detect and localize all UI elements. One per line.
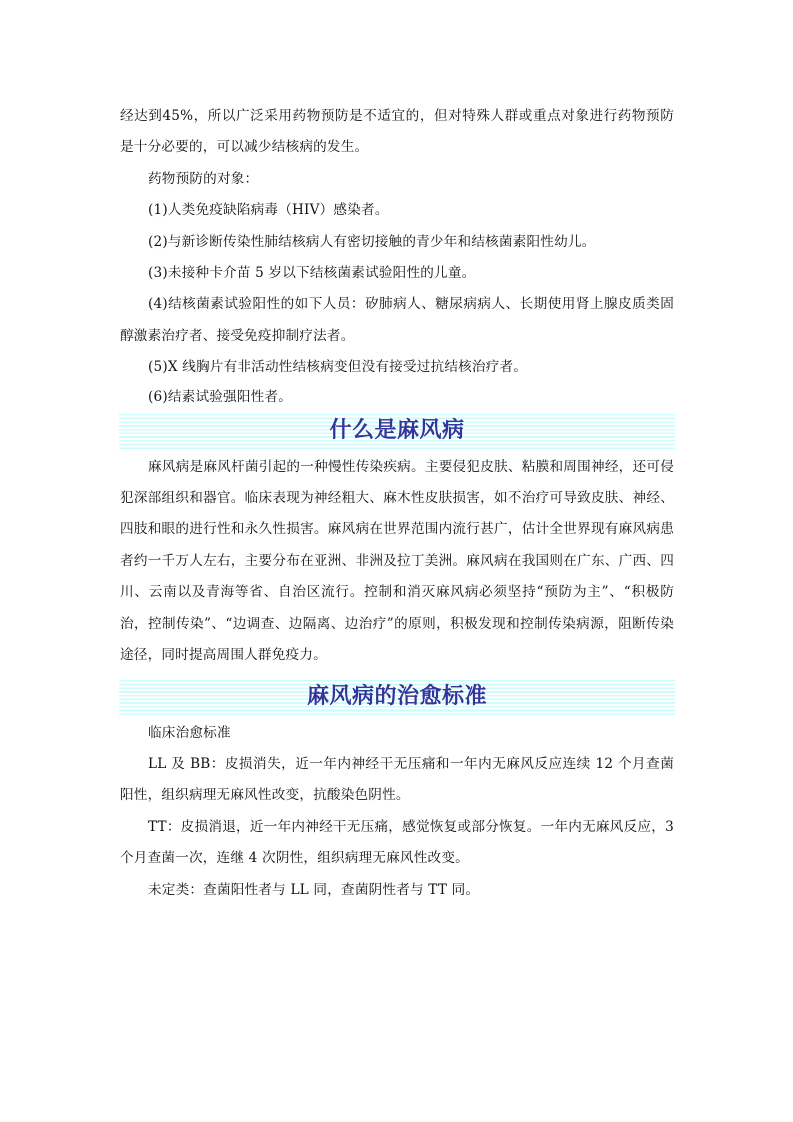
- list-item: (5)X 线胸片有非活动性结核病变但没有接受过抗结核治疗者。: [148, 359, 528, 376]
- section-body-cure-criteria: [120, 718, 674, 906]
- list-item: (4)结核菌素试验阳性的如下人员：矽肺病人、糖尿病病人、长期使用肾上腺皮质类固醇激素治疗者、接受免疫抑制疗法者。: [120, 296, 674, 344]
- list-item: (6)结素试验强阳性者。: [148, 388, 292, 405]
- body-paragraph: TT：皮损消退，近一年内神经干无压痛，感觉恢复或部分恢复。一年内无麻风反应，3 个月查菌一次，连继 4 次阴性，组织病理无麻风性改变。: [120, 818, 674, 867]
- body-paragraph: 未定类：查菌阳性者与 LL 同，查菌阴性者与 TT 同。: [148, 881, 480, 898]
- section-header-leprosy: [119, 412, 675, 450]
- body-paragraph: LL 及 BB：皮损消失，近一年内神经干无压痛和一年内无麻风反应连续 12 个月查菌阳性，组织病理无麻风性改变，抗酸染色阴性。: [120, 755, 674, 804]
- prevention-list: [120, 195, 674, 409]
- section-title: 麻风病的治愈标准: [306, 683, 487, 709]
- section-header-cure-criteria: [119, 678, 675, 716]
- intro-paragraph: 经达到45%，所以广泛采用药物预防是不适宜的，但对特殊人群或重点对象进行药物预防是十分必要的，可以减少结核病的发生。: [120, 108, 674, 156]
- prevention-heading: 药物预防的对象：: [148, 170, 259, 187]
- document-page: [120, 101, 674, 906]
- section-title: 什么是麻风病: [329, 417, 465, 443]
- list-item: (2)与新诊断传染性肺结核病人有密切接触的青少年和结核菌素阳性幼儿。: [148, 233, 596, 250]
- section-body-leprosy: [120, 452, 674, 672]
- list-item: (3)未接种卡介苗 5 岁以下结核菌素试验阳性的儿童。: [148, 265, 476, 282]
- body-paragraph: 麻风病是麻风杆菌引起的一种慢性传染疾病。主要侵犯皮肤、粘膜和周围神经，还可侵犯深部组织和器官。临床表现为神经粗大、麻木性皮肤损害，如不治疗可导致皮肤、神经、四肢和眼的进行性和永久性损害。麻风病在世界范围内流行甚广，估计全世界现有麻风病患者约一千万人左右，主要分布在亚洲、非洲及拉丁美洲。麻风病在我国则在广东、广西、四川、云南以及青海等省、自治区流行。控制和消灭麻风病必须坚持“预防为主”、“积极防治，控制传染”、“边调查、边隔离、边治疗”的原则，积极发现和控制传染病源，阻断传染途径，同时提高周围人群免疫力。: [120, 458, 674, 664]
- subheading: 临床治愈标准: [148, 724, 231, 741]
- list-item: (1)人类免疫缺陷病毒（HIV）感染者。: [148, 202, 389, 219]
